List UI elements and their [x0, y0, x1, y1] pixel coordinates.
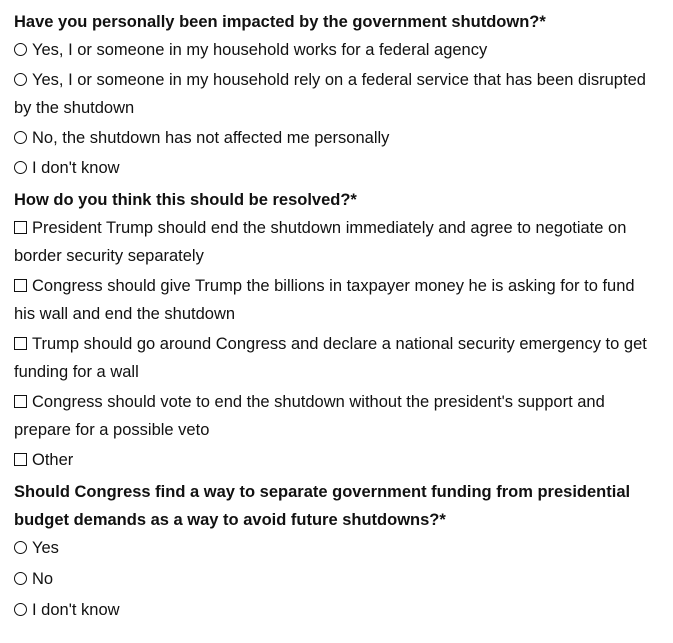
option-impact-dont-know[interactable]	[14, 154, 659, 182]
checkbox[interactable]	[14, 453, 27, 466]
option-label: Yes	[32, 539, 59, 557]
checkbox[interactable]	[14, 337, 27, 350]
option-label: Yes, I or someone in my household works for a federal agency	[32, 41, 488, 59]
radio-button[interactable]	[14, 603, 27, 616]
option-label: Other	[32, 451, 74, 469]
option-label: No	[32, 570, 54, 588]
option-impact-not-affected[interactable]	[14, 124, 659, 152]
checkbox[interactable]	[14, 221, 27, 234]
option-label: Yes, I or someone in my household rely on a federal service that has been disrupted by the shutdown	[14, 71, 646, 117]
radio-button[interactable]	[14, 73, 27, 86]
option-resolve-congress-fund-wall[interactable]	[14, 272, 659, 328]
option-label: Congress should vote to end the shutdown without the president's support and prepare for a possible veto	[14, 393, 605, 439]
radio-button[interactable]	[14, 131, 27, 144]
option-resolve-national-emergency[interactable]	[14, 330, 659, 386]
option-impact-federal-service[interactable]	[14, 66, 659, 122]
option-separate-yes[interactable]	[14, 534, 659, 562]
radio-button[interactable]	[14, 43, 27, 56]
option-label: President Trump should end the shutdown immediately and agree to negotiate on border security separately	[14, 219, 627, 265]
option-label: I don't know	[32, 601, 120, 619]
option-resolve-trump-end-shutdown[interactable]	[14, 214, 659, 270]
option-label: Trump should go around Congress and declare a national security emergency to get funding for a wall	[14, 335, 647, 381]
option-resolve-other[interactable]	[14, 446, 659, 474]
checkbox[interactable]	[14, 395, 27, 408]
radio-button[interactable]	[14, 572, 27, 585]
option-label: I don't know	[32, 159, 120, 177]
option-label: Congress should give Trump the billions in taxpayer money he is asking for to fund his wall and end the shutdown	[14, 277, 635, 323]
option-separate-no[interactable]	[14, 565, 659, 593]
question-impact: Have you personally been impacted by the government shutdown?*	[14, 13, 546, 31]
option-resolve-congress-override[interactable]	[14, 388, 659, 444]
radio-button[interactable]	[14, 161, 27, 174]
radio-button[interactable]	[14, 541, 27, 554]
option-impact-federal-agency[interactable]	[14, 36, 659, 64]
checkbox[interactable]	[14, 279, 27, 292]
question-resolution: How do you think this should be resolved?*	[14, 191, 357, 209]
option-separate-dont-know[interactable]	[14, 596, 659, 624]
option-label: No, the shutdown has not affected me personally	[32, 129, 390, 147]
question-separate-funding: Should Congress find a way to separate government funding from presidential budget demands as a way to avoid future shutdowns?*	[14, 483, 631, 529]
